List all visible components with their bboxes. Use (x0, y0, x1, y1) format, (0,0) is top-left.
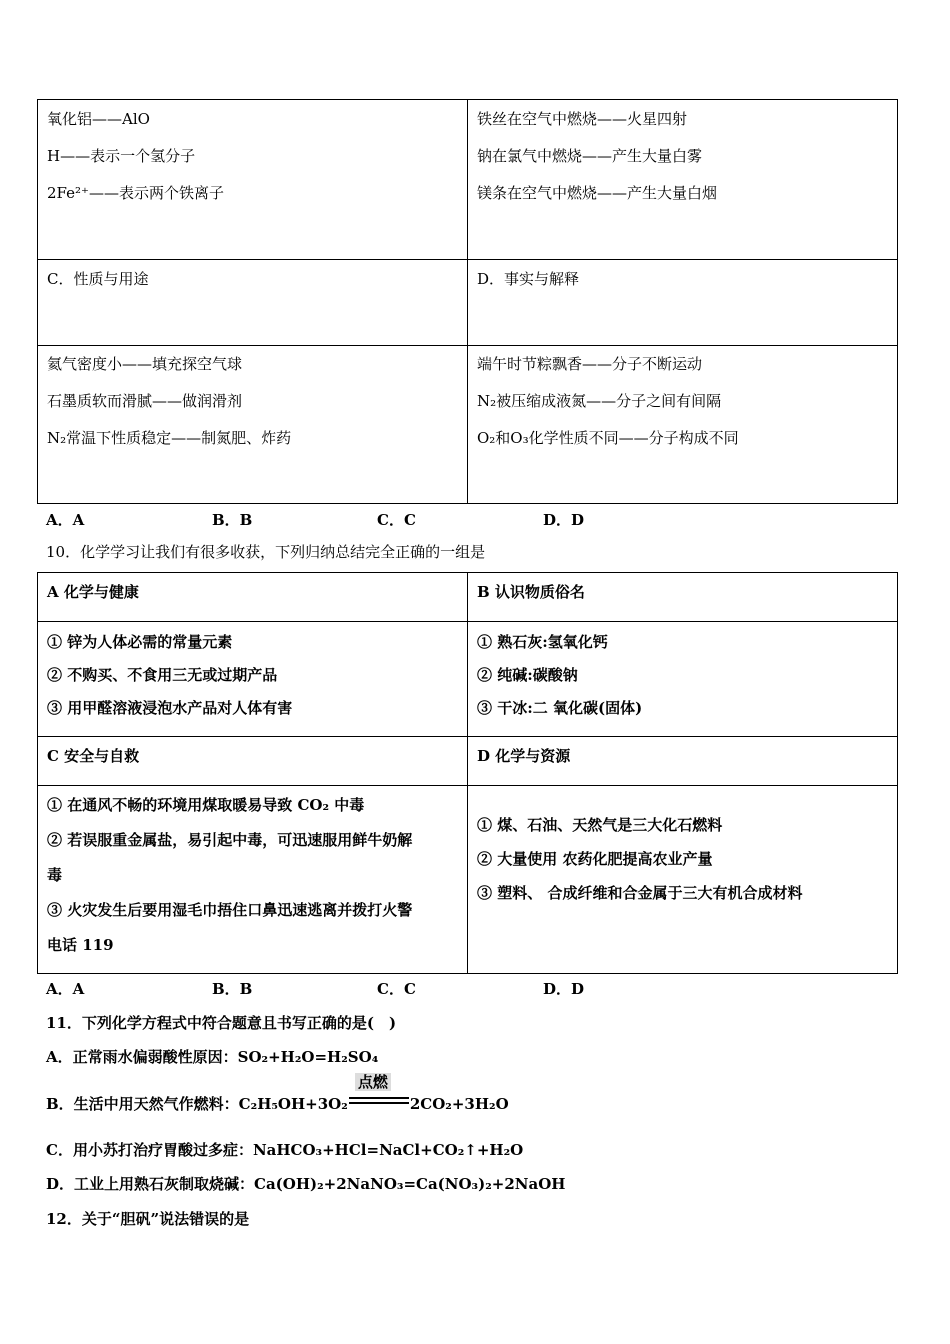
cell-line: ① 熟石灰:氢氧化钙 (477, 633, 608, 651)
question11-option-a[interactable]: A．正常雨水偏弱酸性原因：SO₂+H₂O=H₂SO₄ (46, 1048, 379, 1066)
cell-line: 端午时节粽飘香——分子不断运动 (477, 355, 703, 373)
option-c[interactable]: C．C (377, 511, 416, 529)
cell-line: 氧化铝——AlO (47, 110, 150, 128)
cell-b-content (468, 622, 898, 737)
question10-stem: 10．化学学习让我们有很多收获，下列归纳总结完全正确的一组是 (46, 543, 486, 561)
cell-line: 钠在氯气中燃烧——产生大量白雾 (477, 147, 703, 165)
header-text: D 化学与资源 (477, 747, 571, 765)
cell-line: ③ 塑料、 合成纤维和合金属于三大有机合成材料 (477, 884, 803, 902)
cell-line: ① 在通风不畅的环境用煤取暖易导致 CO₂ 中毒 (47, 796, 365, 814)
cell-line: ① 煤、石油、天然气是三大化石燃料 (477, 816, 723, 834)
cell-line: ② 不购买、不食用三无或过期产品 (47, 666, 278, 684)
cell-a-header (38, 573, 468, 622)
condition-text: 点燃 (355, 1073, 391, 1091)
question11-option-c[interactable]: C．用小苏打治疗胃酸过多症：NaHCO₃+HCl=NaCl+CO₂↑+H₂O (46, 1141, 524, 1159)
cell-line: H——表示一个氢分子 (47, 147, 196, 165)
cell-d-header (468, 737, 898, 786)
question11-stem: 11．下列化学方程式中符合题意且书写正确的是( ) (46, 1014, 397, 1032)
reaction-condition (349, 1073, 409, 1113)
cell-c-header (38, 737, 468, 786)
cell-line: 毒 (47, 866, 63, 884)
cell-line: 铁丝在空气中燃烧——火星四射 (477, 110, 688, 128)
cell-c-content (38, 786, 468, 974)
equation-right: 2CO₂+3H₂O (409, 1095, 509, 1113)
option-b[interactable]: B．B (212, 511, 253, 529)
equation-left: B．生活中用天然气作燃料：C₂H₅OH+3O₂ (46, 1095, 348, 1113)
header-text: B 认识物质俗名 (477, 583, 585, 601)
cell-line: 氦气密度小——填充探空气球 (47, 355, 243, 373)
cell-c-content (38, 346, 468, 504)
cell-a-content (38, 100, 468, 260)
header-text: C．性质与用途 (47, 270, 149, 288)
option-b[interactable]: B．B (212, 980, 253, 998)
cell-line: 镁条在空气中燃烧——产生大量白烟 (477, 184, 718, 202)
question11-option-d[interactable]: D．工业上用熟石灰制取烧碱：Ca(OH)₂+2NaNO₃=Ca(NO₃)₂+2NaOH (46, 1175, 566, 1193)
option-d[interactable]: D．D (543, 511, 585, 529)
question10-table (37, 572, 898, 974)
cell-line: ① 锌为人体必需的常量元素 (47, 633, 233, 651)
cell-d-content (468, 786, 898, 974)
cell-line: ② 若误服重金属盐，易引起中毒，可迅速服用鲜牛奶解 (47, 831, 413, 849)
cell-line: 电话 119 (47, 936, 114, 954)
header-text: D．事实与解释 (477, 270, 580, 288)
header-text: C 安全与自救 (47, 747, 140, 765)
cell-b-header (468, 573, 898, 622)
cell-d-content (468, 346, 898, 504)
cell-line: ③ 火灾发生后要用湿毛巾捂住口鼻迅速逃离并拨打火警 (47, 901, 413, 919)
question12-stem: 12．关于“胆矾”说法错误的是 (46, 1210, 250, 1228)
cell-line: O₂和O₃化学性质不同——分子构成不同 (477, 429, 739, 447)
answer-options (46, 978, 646, 998)
cell-line: 2Fe²⁺——表示两个铁离子 (47, 184, 224, 202)
cell-line: N₂被压缩成液氮——分子之间有间隔 (477, 392, 722, 410)
question11-option-b[interactable] (46, 1073, 509, 1114)
cell-line: ③ 用甲醛溶液浸泡水产品对人体有害 (47, 699, 293, 717)
answer-options (46, 509, 646, 529)
cell-b-content (468, 100, 898, 260)
cell-c-header (38, 260, 468, 346)
option-a[interactable]: A．A (46, 511, 85, 529)
cell-line: ② 大量使用 农药化肥提高农业产量 (477, 850, 713, 868)
header-text: A 化学与健康 (47, 583, 139, 601)
cell-line: 石墨质软而滑腻——做润滑剂 (47, 392, 243, 410)
question9-table (37, 99, 898, 504)
cell-line: ③ 干冰:二 氧化碳(固体) (477, 699, 643, 717)
cell-d-header (468, 260, 898, 346)
option-a[interactable]: A．A (46, 980, 85, 998)
cell-a-content (38, 622, 468, 737)
option-d[interactable]: D．D (543, 980, 585, 998)
option-c[interactable]: C．C (377, 980, 416, 998)
cell-line: N₂常温下性质稳定——制氮肥、炸药 (47, 429, 292, 447)
cell-line: ② 纯碱:碳酸钠 (477, 666, 578, 684)
